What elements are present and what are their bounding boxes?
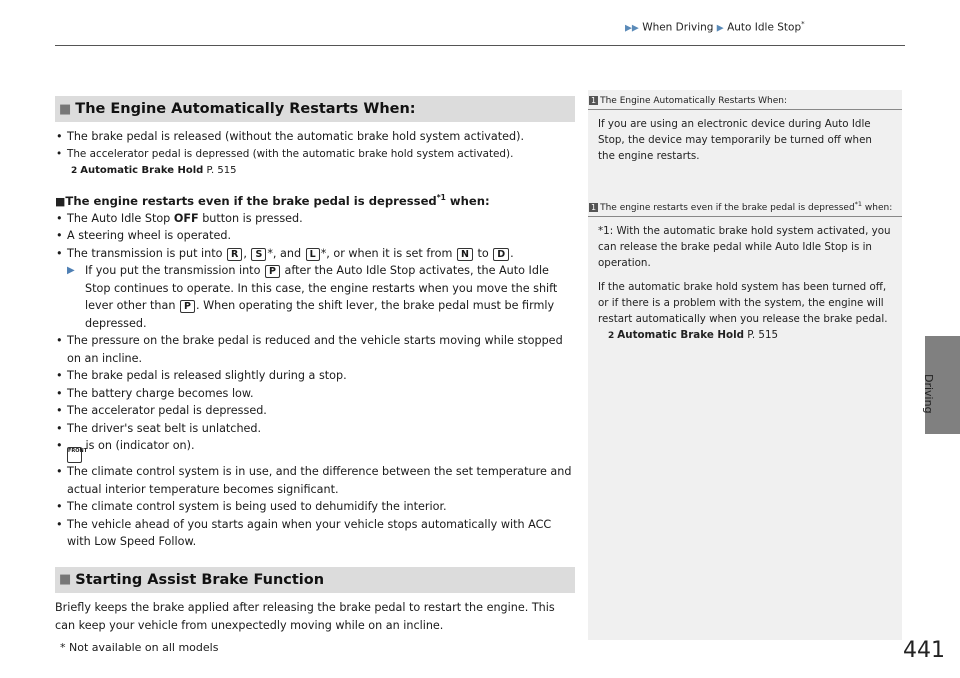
arrow-icon: ▶ — [67, 265, 75, 277]
gear-l-key: L — [306, 248, 320, 261]
list-item: • The brake pedal is released slightly during a stop. — [55, 367, 575, 385]
section-title: Starting Assist Brake Function — [75, 571, 325, 588]
note-body — [588, 217, 902, 344]
text: *, or when it is set from — [320, 246, 456, 260]
double-arrow-icon: ▶▶ — [625, 23, 639, 34]
list-item: • A steering wheel is operated. — [55, 227, 575, 245]
note-body — [588, 110, 902, 164]
list-item: • The accelerator pedal is depressed. — [55, 402, 575, 420]
gear-s-key: S — [251, 248, 266, 261]
note-title-text: The engine restarts even if the brake pedal is depressed — [600, 203, 855, 213]
text: The transmission is put into — [67, 246, 227, 260]
section-body: Briefly keeps the brake applied after releasing the brake pedal to restart the engine. This can keep your vehicle from unexpectedly moving while on an incline. — [55, 600, 555, 632]
subsection-heading — [55, 189, 575, 210]
note-number: 1 — [591, 96, 597, 105]
list-item: • The battery charge becomes low. — [55, 385, 575, 403]
reference-arrow-icon: 2 — [608, 331, 615, 341]
cross-reference[interactable] — [598, 327, 892, 344]
reference-label[interactable]: Automatic Brake Hold — [80, 165, 204, 176]
arrow-icon: ▶ — [716, 23, 724, 34]
restart-despite-brake-list — [55, 210, 575, 263]
list-item: • The pressure on the brake pedal is reduced and the vehicle starts moving while stopped on an incline. — [55, 332, 575, 367]
text: . When operating the shift lever, the brake pedal must be firmly depressed. — [85, 299, 555, 330]
subsection-title: The engine restarts even if the brake pedal is depressed — [65, 193, 437, 208]
section-title: The Engine Automatically Restarts When: — [75, 101, 416, 117]
reference-label[interactable]: Automatic Brake Hold — [617, 329, 744, 341]
gear-p-key: P — [265, 265, 280, 278]
page-number: 441 — [903, 638, 945, 663]
list-item: • The climate control system is being used to dehumidify the interior. — [55, 498, 575, 516]
text: after the Auto Idle Stop activates, the Auto Idle Stop continues to operate. In this case, the engine restarts when you move the shift lever other than — [85, 264, 558, 313]
note-paragraph: *1: With the automatic brake hold system activated, you can release the brake pedal while Auto Idle Stop is in operation. — [598, 225, 891, 269]
list-item: • The brake pedal is released (without the automatic brake hold system activated). — [55, 128, 575, 146]
sub-list-item — [55, 262, 575, 332]
reference-arrow-icon: 2 — [71, 166, 78, 176]
main-column — [55, 96, 575, 635]
footnote-ref: *1 — [854, 200, 863, 208]
text: to — [473, 246, 493, 260]
list-item — [55, 210, 575, 228]
list-item — [55, 245, 575, 263]
text: *, and — [267, 246, 305, 260]
header-divider — [55, 45, 905, 46]
list-item: • The driver's seat belt is unlatched. — [55, 420, 575, 438]
side-notes-panel — [588, 90, 902, 640]
note-brake-depressed — [588, 200, 902, 344]
list-item: • The vehicle ahead of you starts again when your vehicle stops automatically with ACC with Low Speed Follow. — [55, 516, 575, 551]
restart-conditions-list — [55, 128, 575, 163]
off-button-label: OFF — [173, 211, 199, 225]
gear-p-key: P — [180, 300, 195, 313]
note-title-end: when: — [862, 203, 893, 213]
cross-reference[interactable] — [55, 163, 575, 179]
breadcrumb-item-2[interactable]: Auto Idle Stop — [727, 21, 802, 34]
square-bullet-icon: ■ — [59, 572, 72, 588]
square-bullet-icon: ■ — [59, 101, 72, 117]
reference-page: P. 515 — [747, 329, 779, 341]
text: is on (indicator on). — [82, 439, 195, 453]
restart-despite-brake-list-cont — [55, 332, 575, 551]
note-paragraph: If the automatic brake hold system has been turned off, or if there is a problem with the system, the engine will restart automatically when you release the brake pedal. — [598, 281, 888, 325]
text: , — [243, 246, 251, 260]
footnote: * Not available on all models — [60, 641, 219, 654]
note-paragraph: If you are using an electronic device during Auto Idle Stop, the device may temporarily be turned off when the engine restarts. — [598, 118, 872, 162]
gear-d-key: D — [493, 248, 509, 261]
note-restarts — [588, 96, 902, 172]
section-heading-assist-brake — [55, 567, 575, 593]
section-heading-restarts — [55, 96, 575, 122]
text: The Auto Idle Stop — [67, 211, 174, 225]
list-item: • The climate control system is in use, and the difference between the set temperature and actual interior temperature becomes significant. — [55, 463, 575, 498]
text: . — [510, 246, 514, 260]
gear-n-key: N — [457, 248, 473, 261]
text: button is pressed. — [198, 211, 303, 225]
breadcrumb — [625, 20, 805, 34]
breadcrumb-item-1[interactable]: When Driving — [642, 21, 714, 34]
note-title — [588, 200, 902, 217]
gear-r-key: R — [227, 248, 242, 261]
square-bullet-icon: ■ — [55, 194, 66, 208]
breadcrumb-mark: * — [801, 20, 805, 28]
reference-page: P. 515 — [206, 165, 237, 176]
list-item-text: The accelerator pedal is depressed (with the automatic brake hold system activated). — [67, 147, 514, 160]
chapter-label: Driving — [922, 374, 935, 414]
list-item — [55, 146, 575, 164]
note-title-text: The Engine Automatically Restarts When: — [600, 96, 788, 106]
note-number: 1 — [591, 203, 597, 212]
subsection-title-end: when: — [445, 193, 490, 208]
note-title — [588, 96, 902, 110]
front-defroster-icon: FRONT — [67, 447, 82, 463]
text: If you put the transmission into — [85, 264, 264, 278]
list-item — [55, 437, 575, 463]
footnote-ref: *1 — [436, 193, 446, 202]
